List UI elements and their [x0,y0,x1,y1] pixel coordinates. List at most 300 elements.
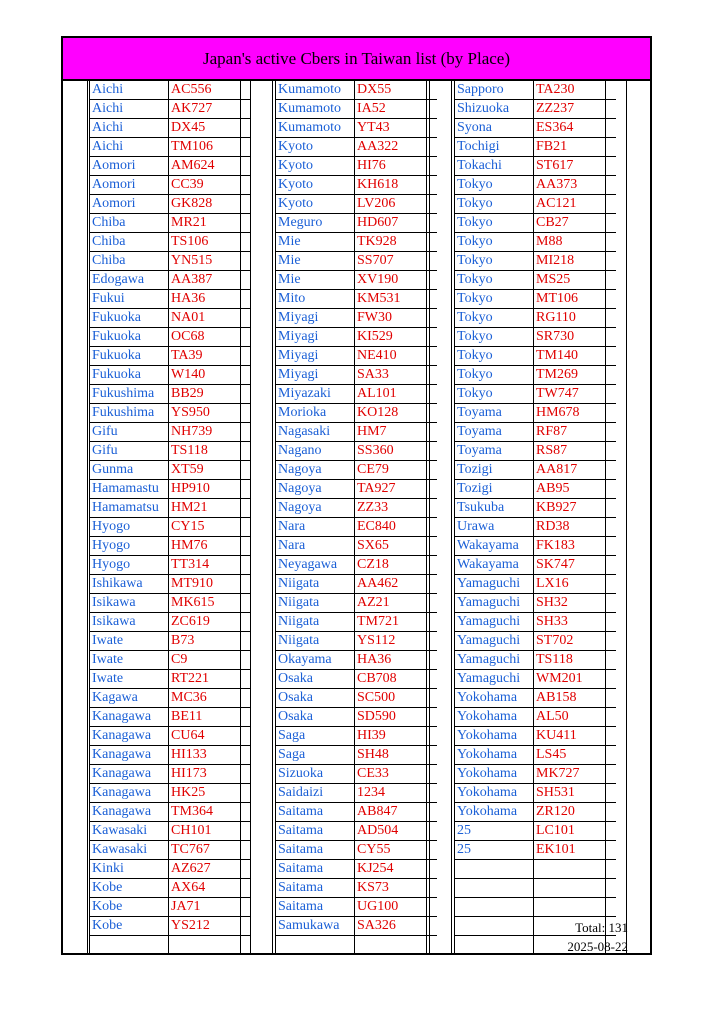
callsign-cell: AZ627 [169,860,241,878]
place-cell: Saitama [275,803,355,821]
place-cell: Nagoya [275,461,355,479]
callsign-cell: AA462 [355,575,427,593]
place-cell: Miyagi [275,366,355,384]
place-cell: Tokyo [454,233,534,251]
callsign-cell: ZZ33 [355,499,427,517]
table-row [275,176,437,195]
place-cell: Nara [275,518,355,536]
table-row [454,879,616,898]
callsign-cell: M88 [534,233,606,251]
place-cell: Aomori [89,157,169,175]
column-divider [272,81,273,955]
callsign-cell: CB708 [355,670,427,688]
callsign-cell: SK747 [534,556,606,574]
total-count: Total: 131 [575,920,628,935]
place-cell: Kobe [89,917,169,935]
place-cell: Miyagi [275,347,355,365]
place-cell: Samukawa [275,917,355,935]
callsign-cell: YS112 [355,632,427,650]
table-row [89,119,251,138]
callsign-cell: HD607 [355,214,427,232]
callsign-cell: CY55 [355,841,427,859]
table-row [275,936,437,955]
place-cell: Yokohama [454,765,534,783]
place-cell: Yamaguchi [454,575,534,593]
callsign-cell: B73 [169,632,241,650]
table-row [275,157,437,176]
callsign-cell: AB158 [534,689,606,707]
place-cell: Hyogo [89,556,169,574]
place-cell: Miyagi [275,309,355,327]
callsign-cell: AC121 [534,195,606,213]
total-block [567,918,628,956]
callsign-cell: TM106 [169,138,241,156]
callsign-cell: SS707 [355,252,427,270]
callsign-cell: KS73 [355,879,427,897]
table-row [89,822,251,841]
place-cell: Syona [454,119,534,137]
table-row [454,119,616,138]
table-row [89,746,251,765]
table-row [89,404,251,423]
place-cell [454,898,534,916]
table-row [89,309,251,328]
place-cell: Tokyo [454,195,534,213]
table-row [454,385,616,404]
callsign-cell: FW30 [355,309,427,327]
place-cell: Tozigi [454,461,534,479]
place-cell: Kyoto [275,138,355,156]
place-cell: Kumamoto [275,100,355,118]
table-row [89,879,251,898]
place-cell [275,936,355,954]
table-row [89,936,251,955]
table-row [275,328,437,347]
place-cell: Yokohama [454,708,534,726]
callsign-cell: AL50 [534,708,606,726]
table-row [275,423,437,442]
callsign-cell: FB21 [534,138,606,156]
callsign-cell: C9 [169,651,241,669]
callsign-cell: SA33 [355,366,427,384]
table-row [89,556,251,575]
place-cell: Saitama [275,879,355,897]
table-row [454,157,616,176]
table-row [454,366,616,385]
callsign-cell: HI76 [355,157,427,175]
place-cell: Toyama [454,404,534,422]
table-row [275,119,437,138]
place-cell: Kyoto [275,157,355,175]
table-row [454,746,616,765]
place-cell: Urawa [454,518,534,536]
callsign-cell: WM201 [534,670,606,688]
callsign-cell: KJ254 [355,860,427,878]
callsign-cell: CB27 [534,214,606,232]
callsign-cell: CE33 [355,765,427,783]
table-row [275,689,437,708]
place-cell: Kawasaki [89,841,169,859]
place-cell: Yamaguchi [454,594,534,612]
callsign-cell: GK828 [169,195,241,213]
callsign-cell: TS118 [169,442,241,460]
callsign-cell: HM7 [355,423,427,441]
callsign-cell: AK727 [169,100,241,118]
place-cell: Fukui [89,290,169,308]
callsign-cell: RG110 [534,309,606,327]
table-row [454,860,616,879]
callsign-cell: LX16 [534,575,606,593]
table-row [454,708,616,727]
place-cell: Hyogo [89,518,169,536]
callsign-cell: HM678 [534,404,606,422]
place-cell: 25 [454,841,534,859]
place-cell: Fukushima [89,404,169,422]
callsign-cell: YT43 [355,119,427,137]
table-row [275,594,437,613]
callsign-cell: FK183 [534,537,606,555]
table-row [454,670,616,689]
table-row [275,195,437,214]
callsign-cell: JA71 [169,898,241,916]
table-row [275,879,437,898]
place-cell: Mito [275,290,355,308]
table-row [454,480,616,499]
callsign-cell: TS118 [534,651,606,669]
callsign-cell: SH531 [534,784,606,802]
table-row [275,214,437,233]
callsign-cell: CZ18 [355,556,427,574]
table-row [454,138,616,157]
place-cell: Tokyo [454,214,534,232]
callsign-cell: KO128 [355,404,427,422]
place-cell: Hyogo [89,537,169,555]
table-row [275,822,437,841]
place-cell: Edogawa [89,271,169,289]
table-row [89,575,251,594]
place-cell: Chiba [89,233,169,251]
callsign-cell: MT106 [534,290,606,308]
table-row [454,575,616,594]
table-row [275,271,437,290]
callsign-cell: MS25 [534,271,606,289]
table-row [89,347,251,366]
callsign-cell: BE11 [169,708,241,726]
callsign-cell: HP910 [169,480,241,498]
place-cell: Aomori [89,176,169,194]
table-row [89,100,251,119]
callsign-cell: TC767 [169,841,241,859]
table-row [275,575,437,594]
callsign-cell: ZC619 [169,613,241,631]
callsign-cell: CE79 [355,461,427,479]
table-row [275,309,437,328]
place-cell [454,860,534,878]
column-divider [626,81,627,955]
callsign-cell: TM269 [534,366,606,384]
table-row [89,461,251,480]
table-row [275,480,437,499]
callsign-cell: W140 [169,366,241,384]
place-cell: Mie [275,233,355,251]
place-cell: Yokohama [454,784,534,802]
callsign-cell: MK615 [169,594,241,612]
table-row [454,309,616,328]
callsign-cell: CH101 [169,822,241,840]
table-row [454,233,616,252]
place-cell: Fukuoka [89,347,169,365]
place-cell: Mie [275,252,355,270]
table-row [454,822,616,841]
place-cell [454,879,534,897]
callsign-cell: MK727 [534,765,606,783]
callsign-cell: AL101 [355,385,427,403]
table-row [275,708,437,727]
place-cell [454,936,534,954]
callsign-cell: HM21 [169,499,241,517]
table-row [275,347,437,366]
place-cell: Tsukuba [454,499,534,517]
table-row [275,727,437,746]
callsign-cell: KI529 [355,328,427,346]
place-cell: Isikawa [89,594,169,612]
callsign-cell: AA322 [355,138,427,156]
callsign-cell: HI133 [169,746,241,764]
place-cell: Niigata [275,632,355,650]
table-row [454,214,616,233]
callsign-cell: ES364 [534,119,606,137]
list-column-2 [275,81,437,955]
table-row [89,841,251,860]
place-cell: Osaka [275,708,355,726]
place-cell: Tokyo [454,176,534,194]
place-cell: Kyoto [275,195,355,213]
place-cell: 25 [454,822,534,840]
callsign-cell [355,936,427,954]
callsign-cell: MR21 [169,214,241,232]
table-row [454,803,616,822]
place-cell: Aichi [89,138,169,156]
callsign-cell: AA387 [169,271,241,289]
callsign-cell: NE410 [355,347,427,365]
place-cell: Saga [275,727,355,745]
table-row [89,898,251,917]
place-cell [454,917,534,935]
callsign-cell: SA326 [355,917,427,935]
table-row [454,632,616,651]
place-cell: Saidaizi [275,784,355,802]
table-row [275,784,437,803]
callsign-cell: RD38 [534,518,606,536]
table-row [89,271,251,290]
column-divider [87,81,88,955]
table-row [454,898,616,917]
place-cell: Tokyo [454,309,534,327]
callsign-cell: HK25 [169,784,241,802]
table-row [89,860,251,879]
place-cell: Niigata [275,594,355,612]
place-cell: Kawasaki [89,822,169,840]
place-cell: Kobe [89,879,169,897]
callsign-cell: TM721 [355,613,427,631]
table-row [454,347,616,366]
table-row [275,100,437,119]
callsign-cell: RF87 [534,423,606,441]
table-row [275,898,437,917]
place-cell: Yamaguchi [454,613,534,631]
place-cell: Kanagawa [89,746,169,764]
callsign-cell: CU64 [169,727,241,745]
callsign-cell: DX55 [355,81,427,99]
table-row [275,442,437,461]
table-row [275,917,437,936]
table-row [275,518,437,537]
callsign-cell: KB927 [534,499,606,517]
callsign-cell: YS212 [169,917,241,935]
callsign-cell: AA373 [534,176,606,194]
table-row [89,480,251,499]
place-cell: Fukuoka [89,366,169,384]
table-row [89,689,251,708]
table-row [89,537,251,556]
place-cell: Toyama [454,442,534,460]
callsign-cell: SH32 [534,594,606,612]
table-row [275,670,437,689]
callsign-cell: SX65 [355,537,427,555]
place-cell: Ishikawa [89,575,169,593]
place-cell: Tochigi [454,138,534,156]
table-row [454,841,616,860]
place-cell: Yokohama [454,746,534,764]
callsign-cell: AD504 [355,822,427,840]
place-cell: Kanagawa [89,727,169,745]
callsign-cell: NA01 [169,309,241,327]
table-row [454,556,616,575]
callsign-cell: KM531 [355,290,427,308]
table-row [454,499,616,518]
callsign-cell: AB847 [355,803,427,821]
table-row [89,727,251,746]
callsign-cell: KU411 [534,727,606,745]
place-cell: Kanagawa [89,765,169,783]
place-cell: Aichi [89,81,169,99]
table-row [275,290,437,309]
place-cell: Osaka [275,670,355,688]
callsign-cell: TA927 [355,480,427,498]
list-date: 2025-08-22 [567,939,628,954]
place-cell: Nagoya [275,480,355,498]
callsign-cell: 1234 [355,784,427,802]
table-row [89,518,251,537]
callsign-cell: AM624 [169,157,241,175]
table-row [89,670,251,689]
table-row [89,651,251,670]
place-cell: Tokyo [454,328,534,346]
place-cell: Iwate [89,632,169,650]
place-cell: Tokyo [454,271,534,289]
table-row [454,328,616,347]
table-row [275,81,437,100]
callsign-cell: LS45 [534,746,606,764]
callsign-cell: KH618 [355,176,427,194]
table-row [454,518,616,537]
place-cell: Nagoya [275,499,355,517]
place-cell: Tozigi [454,480,534,498]
callsign-cell: MT910 [169,575,241,593]
place-cell: Aomori [89,195,169,213]
table-row [89,157,251,176]
place-cell: Tokyo [454,366,534,384]
place-cell: Tokyo [454,290,534,308]
callsign-cell: SC500 [355,689,427,707]
table-row [275,138,437,157]
place-cell [89,936,169,954]
table-row [275,746,437,765]
place-cell: Aichi [89,119,169,137]
callsign-cell: AC556 [169,81,241,99]
place-cell: Toyama [454,423,534,441]
callsign-cell [534,860,606,878]
place-cell: Osaka [275,689,355,707]
table-row [275,404,437,423]
place-cell: Saga [275,746,355,764]
place-cell: Kyoto [275,176,355,194]
callsign-cell: HA36 [169,290,241,308]
place-cell: Aichi [89,100,169,118]
table-row [275,765,437,784]
callsign-cell: SD590 [355,708,427,726]
callsign-cell [534,898,606,916]
callsign-cell: RS87 [534,442,606,460]
table-row [89,784,251,803]
callsign-cell: TS106 [169,233,241,251]
place-cell: Miyazaki [275,385,355,403]
callsign-cell: IA52 [355,100,427,118]
table-row [454,442,616,461]
callsign-cell: TA39 [169,347,241,365]
place-cell: Wakayama [454,556,534,574]
place-cell: Yokohama [454,803,534,821]
place-cell: Iwate [89,651,169,669]
table-row [275,385,437,404]
table-row [89,385,251,404]
place-cell: Saitama [275,822,355,840]
table-row [275,366,437,385]
callsign-cell: ZR120 [534,803,606,821]
callsign-cell: NH739 [169,423,241,441]
place-cell: Kumamoto [275,119,355,137]
place-cell: Kagawa [89,689,169,707]
table-row [454,100,616,119]
callsign-cell: UG100 [355,898,427,916]
place-cell: Yamaguchi [454,670,534,688]
table-row [275,537,437,556]
place-cell: Nagasaki [275,423,355,441]
place-cell: Yamaguchi [454,632,534,650]
callsign-cell: MC36 [169,689,241,707]
table-row [454,765,616,784]
table-row [454,613,616,632]
place-cell: Fukuoka [89,309,169,327]
callsign-cell: HM76 [169,537,241,555]
page-title: Japan's active Cbers in Taiwan list (by Place) [63,38,650,81]
callsign-cell: ST702 [534,632,606,650]
table-row [454,689,616,708]
table-row [275,233,437,252]
place-cell: Morioka [275,404,355,422]
table-row [454,271,616,290]
callsign-cell: HA36 [355,651,427,669]
